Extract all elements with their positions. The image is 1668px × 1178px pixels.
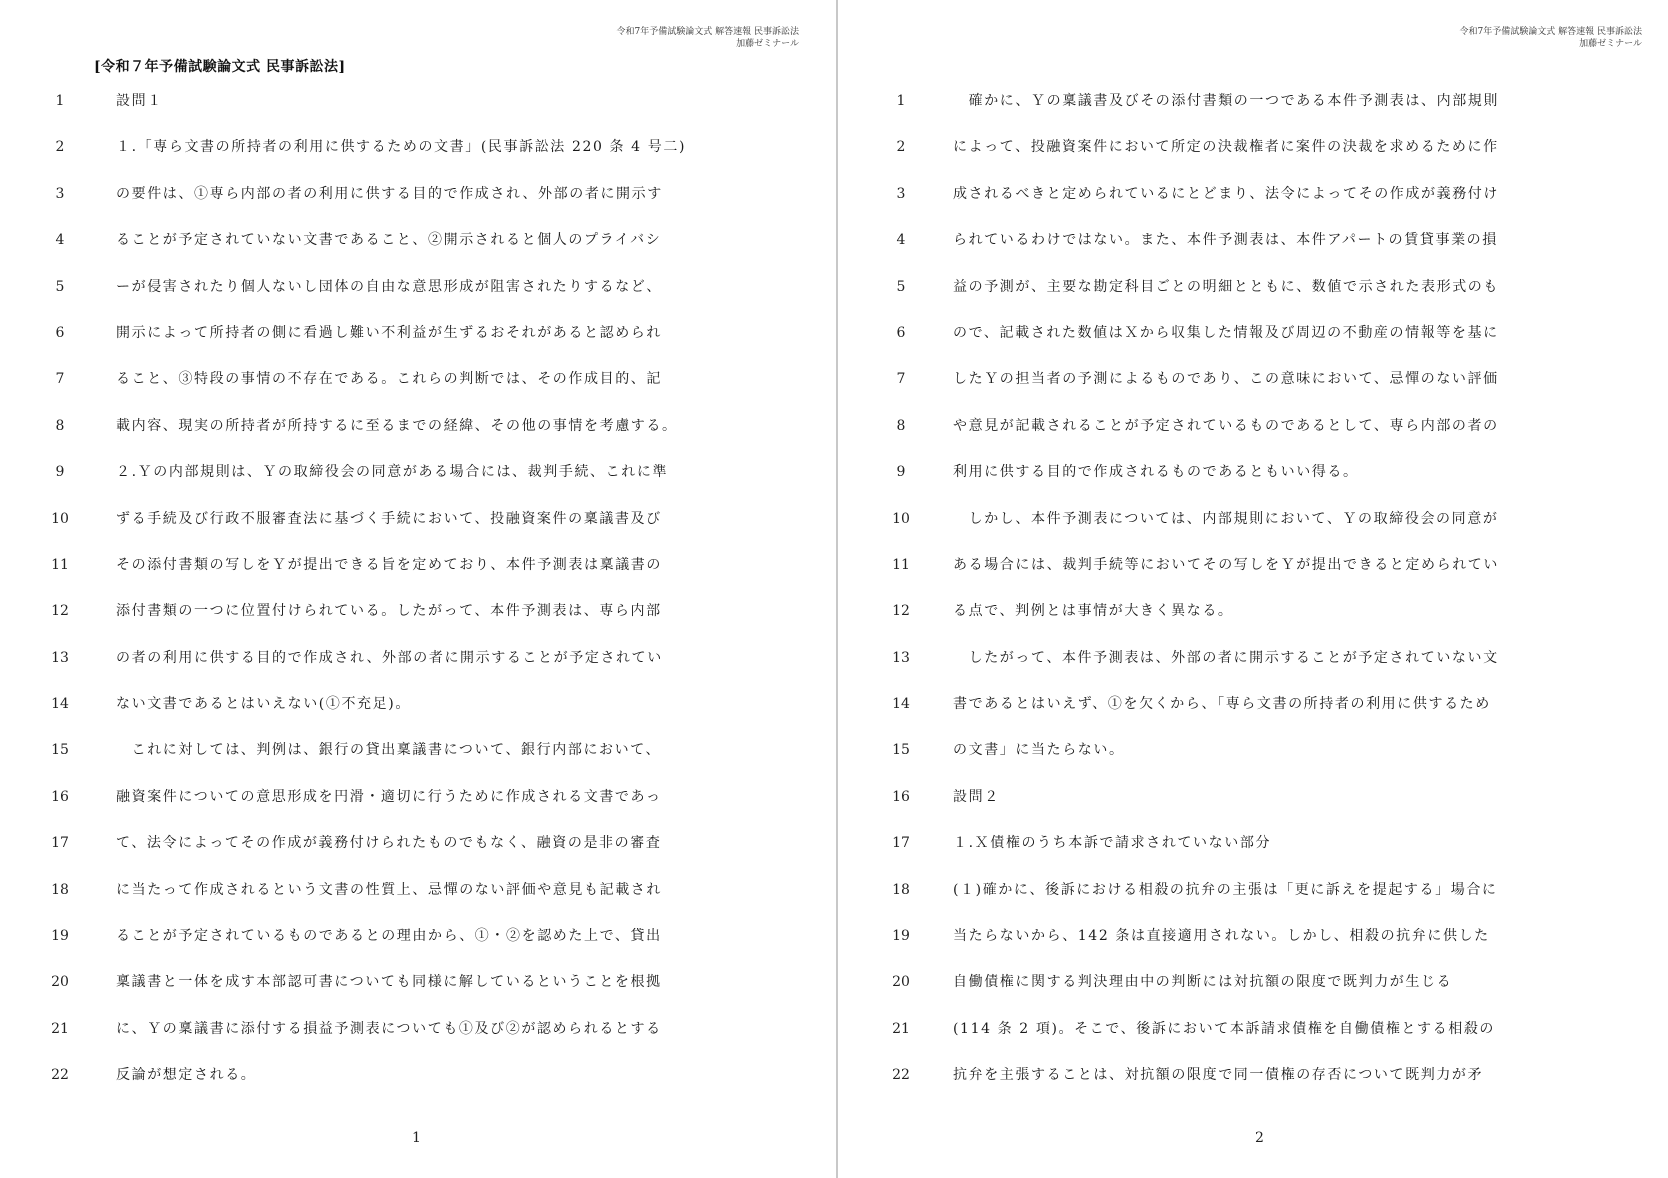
line-text: これに対しては、判例は、銀行の貸出稟議書について、銀行内部において、 [116, 742, 662, 759]
line-number: 3 [55, 185, 65, 202]
text-lines [0, 84, 833, 1105]
line-text: １.「専ら文書の所持者の利用に供するための文書」(民事訴訟法 220 条 4 号二) [116, 139, 687, 156]
text-line [843, 455, 1668, 501]
line-number: 13 [892, 649, 910, 666]
line-text: 設問２ [953, 788, 1000, 805]
text-line [0, 130, 833, 176]
line-number: 14 [51, 696, 69, 713]
text-line [843, 919, 1668, 965]
line-text: ずる手続及び行政不服審査法に基づく手続において、投融資案件の稟議書及び [116, 510, 662, 527]
line-number: 8 [55, 417, 65, 434]
line-text: 抗弁を主張することは、対抗額の限度で同一債権の存否について既判力が矛 [953, 1067, 1484, 1084]
line-text: 添付書類の一つに位置付けられている。したがって、本件予測表は、専ら内部 [116, 603, 662, 620]
line-text: ることが予定されているものであるとの理由から、①・②を認めた上で、貸出 [116, 928, 662, 945]
line-text: したＹの担当者の予測によるものであり、この意味において、忌憚のない評価 [953, 371, 1499, 388]
line-text: 確かに、Ｙの稟議書及びその添付書類の一つである本件予測表は、内部規則 [953, 93, 1499, 109]
text-line [0, 84, 833, 130]
text-line [843, 594, 1668, 640]
text-line [0, 733, 833, 779]
line-text: ２.Ｙの内部規則は、Ｙの取締役会の同意がある場合には、裁判手続、これに準 [116, 464, 669, 481]
line-text: 反論が想定される。 [116, 1067, 257, 1084]
text-line [843, 316, 1668, 362]
page-divider [836, 0, 838, 1178]
text-line [843, 270, 1668, 316]
text-line [0, 1058, 833, 1104]
line-text: (１)確かに、後訴における相殺の抗弁の主張は「更に訴えを提起する」場合に [953, 881, 1498, 898]
text-line [0, 409, 833, 455]
page-header [1460, 26, 1642, 50]
line-text: ーが侵害されたり個人ないし団体の自由な意思形成が阻害されたりするなど、 [116, 278, 662, 295]
line-number: 6 [55, 324, 65, 341]
line-number: 11 [51, 556, 69, 573]
text-line [843, 362, 1668, 408]
text-line [843, 733, 1668, 779]
line-number: 13 [51, 649, 69, 666]
text-line [0, 965, 833, 1011]
text-line [0, 826, 833, 872]
line-number: 15 [892, 742, 910, 759]
text-line [0, 455, 833, 501]
line-text: や意見が記載されることが予定されているものであるとして、専ら内部の者の [953, 417, 1499, 434]
text-line [843, 826, 1668, 872]
line-number: 22 [51, 1067, 69, 1084]
line-number: 11 [892, 556, 910, 573]
line-number: 8 [896, 417, 906, 434]
line-number: 22 [892, 1067, 910, 1084]
line-text: 成されるべきと定められているにとどまり、法令によってその作成が義務付け [953, 185, 1499, 202]
text-line [0, 873, 833, 919]
line-text: ることが予定されていない文書であること、②開示されると個人のプライバシ [116, 232, 662, 249]
line-text: その添付書類の写しをＹが提出できる旨を定めており、本件予測表は稟議書の [116, 556, 662, 573]
line-text: ない文書であるとはいえない(①不充足)。 [116, 696, 411, 713]
page-1 [0, 0, 833, 1178]
header-publisher: 加藤ゼミナール [736, 39, 799, 49]
text-line [0, 362, 833, 408]
line-text: 開示によって所持者の側に看過し難い不利益が生ずるおそれがあると認められ [116, 324, 662, 341]
text-line [0, 316, 833, 362]
text-lines [843, 84, 1668, 1105]
line-number: 16 [892, 788, 910, 805]
line-number: 10 [51, 510, 69, 527]
text-line [843, 548, 1668, 594]
line-number: 1 [896, 93, 906, 109]
text-line [0, 919, 833, 965]
line-number: 12 [892, 603, 910, 620]
text-line [0, 270, 833, 316]
line-number: 16 [51, 788, 69, 805]
line-number: 2 [896, 139, 906, 156]
line-text: ること、③特段の事情の不存在である。これらの判断では、その作成目的、記 [116, 371, 662, 388]
header-exam-title: 令和7年予備試験論文式 解答速報 民事訴訟法 [616, 27, 799, 37]
text-line [843, 1058, 1668, 1104]
line-text: 稟議書と一体を成す本部認可書についても同様に解しているということを根拠 [116, 974, 662, 991]
text-line [843, 1012, 1668, 1058]
line-text: １.Ｘ債権のうち本訴で請求されていない部分 [953, 835, 1272, 852]
line-text: 自働債権に関する判決理由中の判断には対抗額の限度で既判力が生じる [953, 974, 1453, 991]
line-number: 15 [51, 742, 69, 759]
header-publisher: 加藤ゼミナール [1579, 39, 1642, 49]
line-text: 設問１ [116, 93, 163, 109]
line-number: 21 [892, 1020, 910, 1037]
line-text: 益の予測が、主要な勘定科目ごとの明細とともに、数値で示された表形式のも [953, 278, 1499, 295]
line-text: 融資案件についての意思形成を円滑・適切に行うために作成される文書であっ [116, 788, 662, 805]
header-exam-title: 令和7年予備試験論文式 解答速報 民事訴訟法 [1459, 27, 1642, 37]
line-number: 4 [896, 232, 906, 249]
line-text: (114 条 2 項)。そこで、後訴において本訴請求債権を自働債権とする相殺の [953, 1020, 1496, 1037]
line-number: 1 [55, 93, 65, 109]
text-line [0, 641, 833, 687]
text-line [843, 409, 1668, 455]
text-line [0, 502, 833, 548]
text-line [843, 780, 1668, 826]
line-text: ある場合には、裁判手続等においてその写しをＹが提出できると定められてい [953, 556, 1499, 573]
page-number: 2 [1255, 1130, 1264, 1146]
line-number: 4 [55, 232, 65, 249]
page-2 [843, 0, 1668, 1178]
text-line [0, 548, 833, 594]
text-line [0, 223, 833, 269]
line-text: しかし、本件予測表については、内部規則において、Ｙの取締役会の同意が [953, 510, 1499, 527]
document-title: [令和７年予備試験論文式 民事訴訟法] [94, 59, 346, 75]
line-text: に当たって作成されるという文書の性質上、忌憚のない評価や意見も記載され [116, 881, 662, 898]
text-line [843, 873, 1668, 919]
text-line [0, 687, 833, 733]
line-text: の要件は、①専ら内部の者の利用に供する目的で作成され、外部の者に開示す [116, 185, 663, 202]
line-number: 12 [51, 603, 69, 620]
line-text: られているわけではない。また、本件予測表は、本件アパートの賃貸事業の損 [953, 232, 1498, 249]
line-number: 9 [896, 464, 906, 481]
text-line [0, 594, 833, 640]
page-header [617, 26, 799, 50]
line-text: 当たらないから、142 条は直接適用されない。しかし、相殺の抗弁に供した [953, 928, 1490, 945]
text-line [0, 780, 833, 826]
line-text: によって、投融資案件において所定の決裁権者に案件の決裁を求めるために作 [953, 139, 1499, 156]
line-number: 21 [51, 1020, 69, 1037]
text-line [0, 177, 833, 223]
text-line [843, 965, 1668, 1011]
line-text: したがって、本件予測表は、外部の者に開示することが予定されていない文 [953, 649, 1499, 666]
line-text: る点で、判例とは事情が大きく異なる。 [953, 603, 1234, 620]
line-number: 19 [51, 928, 69, 945]
text-line [843, 641, 1668, 687]
line-text: の者の利用に供する目的で作成され、外部の者に開示することが予定されてい [116, 649, 663, 666]
line-number: 7 [896, 371, 906, 388]
line-text: 載内容、現実の所持者が所持するに至るまでの経緯、その他の事情を考慮する。 [116, 417, 678, 434]
line-text: ので、記載された数値はＸから収集した情報及び周辺の不動産の情報等を基に [953, 324, 1499, 341]
line-text: 利用に供する目的で作成されるものであるともいい得る。 [953, 464, 1359, 481]
line-number: 18 [51, 881, 69, 898]
text-line [843, 177, 1668, 223]
line-number: 5 [55, 278, 65, 295]
line-text: の文書」に当たらない。 [953, 742, 1125, 759]
line-number: 20 [51, 974, 69, 991]
line-number: 18 [892, 881, 910, 898]
line-number: 6 [896, 324, 906, 341]
line-text: 書であるとはいえず、①を欠くから、「専ら文書の所持者の利用に供するため [953, 696, 1491, 713]
line-number: 9 [55, 464, 65, 481]
text-line [843, 84, 1668, 130]
line-text: に、Ｙの稟議書に添付する損益予測表についても①及び②が認められるとする [116, 1020, 662, 1037]
text-line [0, 1012, 833, 1058]
line-number: 2 [55, 139, 65, 156]
text-line [843, 687, 1668, 733]
line-number: 17 [892, 835, 910, 852]
text-line [843, 130, 1668, 176]
line-number: 17 [51, 835, 69, 852]
line-number: 7 [55, 371, 65, 388]
line-number: 3 [896, 185, 906, 202]
line-number: 19 [892, 928, 910, 945]
text-line [843, 502, 1668, 548]
line-number: 20 [892, 974, 910, 991]
line-text: て、法令によってその作成が義務付けられたものでもなく、融資の是非の審査 [116, 835, 662, 852]
text-line [843, 223, 1668, 269]
line-number: 14 [892, 696, 910, 713]
page-number: 1 [412, 1130, 421, 1146]
line-number: 10 [892, 510, 910, 527]
line-number: 5 [896, 278, 906, 295]
